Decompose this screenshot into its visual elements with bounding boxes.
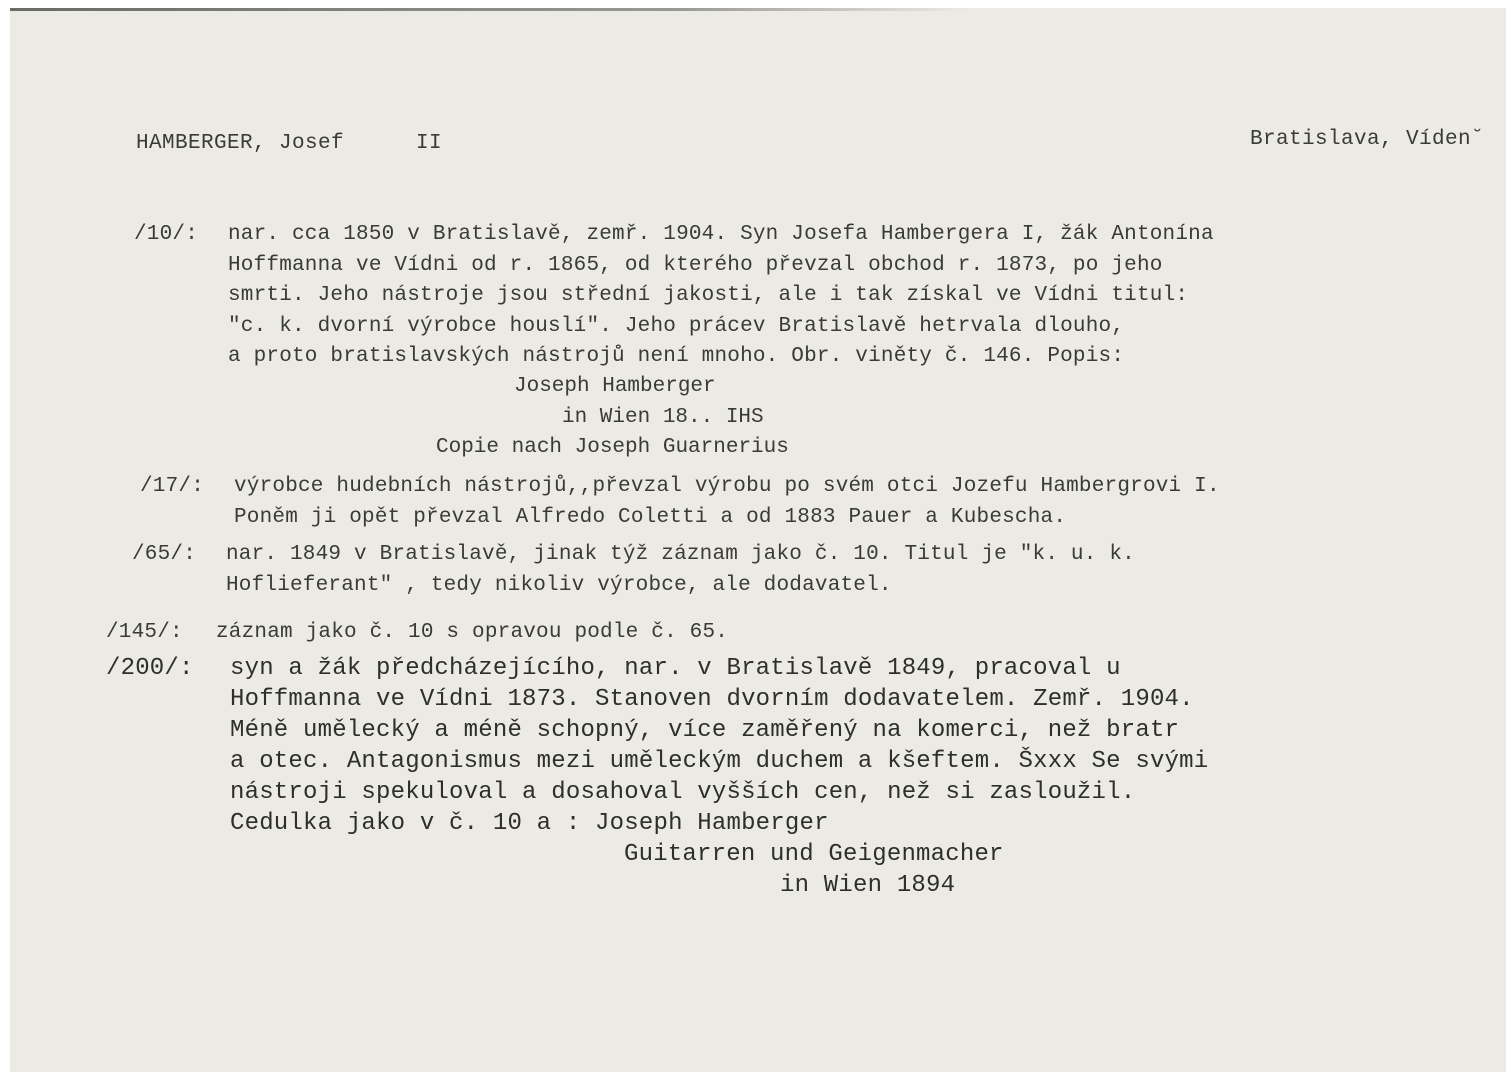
entry-line: Cedulka jako v č. 10 a : Joseph Hamberger [230, 810, 829, 837]
index-card [10, 8, 1506, 1072]
entry-body [216, 618, 728, 649]
entry-ref: /145/: [106, 621, 183, 644]
entry-ref: /200/: [106, 655, 194, 682]
entry-line: Hoffmanna ve Vídni od r. 1865, od kterého převzal obchod r. 1873, po jeho [228, 253, 1163, 277]
entry-body [228, 220, 1214, 373]
entry-body [230, 653, 1208, 839]
entry-line: smrti. Jeho nástroje jsou střední jakosti, ale i tak získal ve Vídni titul: [228, 284, 1189, 307]
entry-line: Hoffmanna ve Vídni 1873. Stanoven dvorním dodavatelem. Zemř. 1904. [230, 686, 1194, 713]
entry-ref: /10/: [134, 223, 199, 246]
label-line: in Wien 1894 [780, 872, 956, 899]
entry-body [226, 540, 1135, 601]
entry-line: Méně umělecký a méně schopný, více zaměřený na komerci, než bratr [230, 717, 1180, 744]
violin-label-10 [10, 372, 1506, 464]
maker-name: HAMBERGER, Josef [136, 132, 345, 155]
entry-line: Poněm ji opět převzal Alfredo Coletti a od 1883 Pauer a Kubescha. [234, 505, 1067, 529]
entry-line: a otec. Antagonismus mezi uměleckým duchem a kšeftem. Šxxx Se svými [230, 748, 1209, 775]
generation-numeral: II [416, 132, 443, 155]
entry-line: Hoflieferant" , tedy nikoliv výrobce, ale dodavatel. [226, 573, 892, 597]
entry-line: a proto bratislavských nástrojů není mnoho. Obr. viněty č. 146. Popis: [228, 345, 1125, 368]
label-line: Copie nach Joseph Guarnerius [436, 436, 789, 459]
entry-line: nástroji spekuloval a dosahoval vyšších cen, než si zasloužil. [230, 779, 1136, 806]
entry-line: výrobce hudebních nástrojů,,převzal výrobu po svém otci Jozefu Hambergrovi I. [234, 475, 1220, 498]
entry-line: syn a žák předcházejícího, nar. v Bratislavě 1849, pracoval u [230, 655, 1121, 682]
entry-line: nar. 1849 v Bratislavě, jinak týž záznam jako č. 10. Titul je "k. u. k. [226, 543, 1135, 566]
entry-ref: /65/: [132, 543, 197, 566]
label-line: Joseph Hamberger [514, 375, 716, 398]
card-header-name [136, 132, 442, 155]
entry-line: "c. k. dvorní výrobce houslí". Jeho prácev Bratislavě hetrvala dlouho, [228, 314, 1125, 338]
card-header-places: Bratislava, Víden˘ [1249, 128, 1484, 151]
entry-body [234, 472, 1220, 533]
label-line: Guitarren und Geigenmacher [624, 841, 1004, 868]
entry-line: záznam jako č. 10 s opravou podle č. 65. [216, 621, 729, 644]
card-top-edge [10, 8, 970, 11]
violin-label-200 [10, 839, 1506, 901]
label-line: in Wien 18.. IHS [562, 405, 764, 429]
entry-ref: /17/: [140, 475, 205, 498]
entry-line: nar. cca 1850 v Bratislavě, zemř. 1904. Syn Josefa Hambergera I, žák Antonína [228, 223, 1214, 246]
